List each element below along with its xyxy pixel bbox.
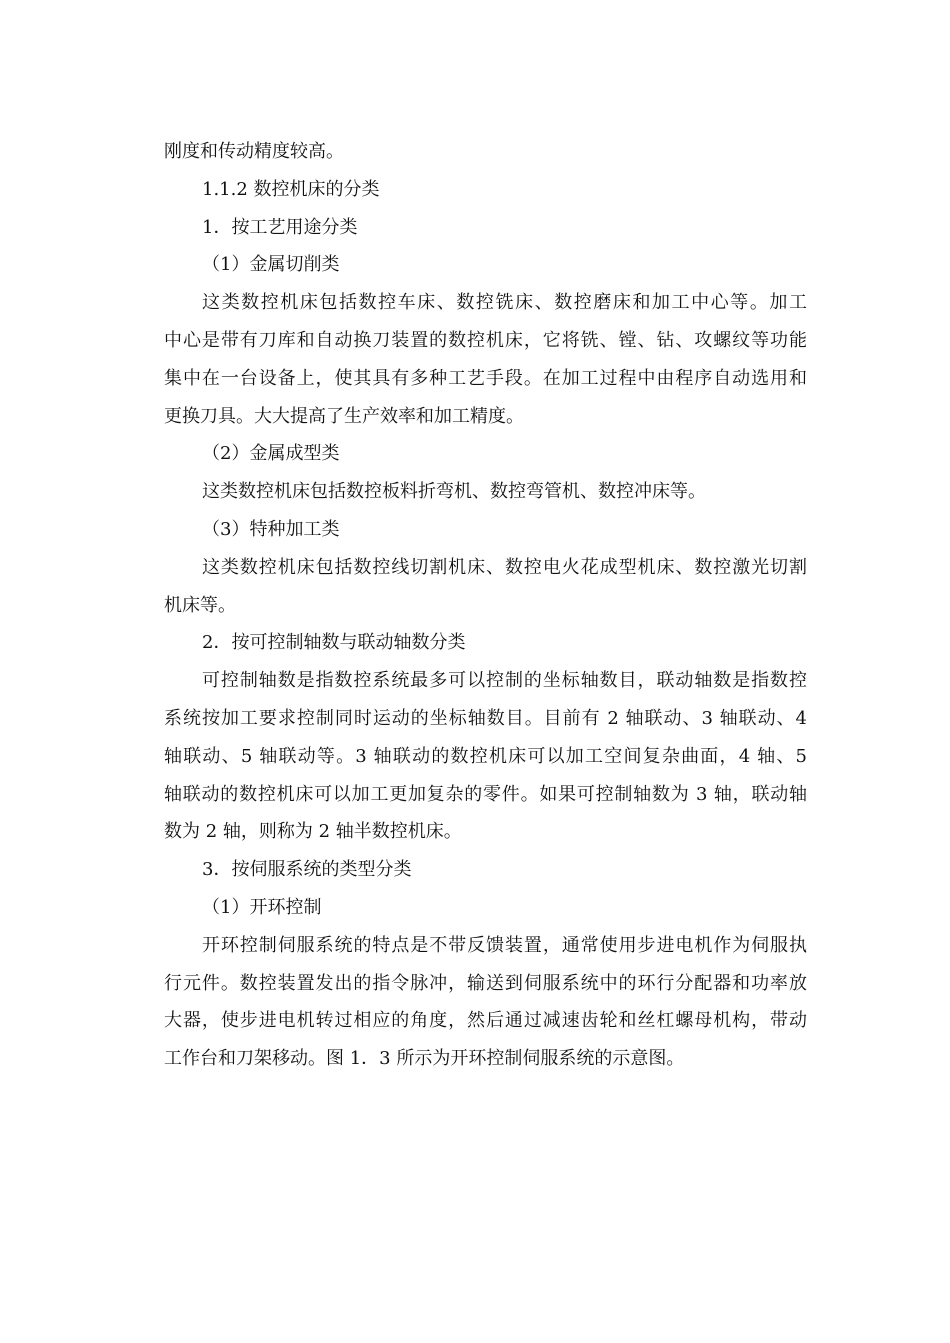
- paragraph-line: 这类数控机床包括数控线切割机床、数控电火花成型机床、数控激光切割: [202, 556, 807, 578]
- paragraph-line: 轴联动的数控机床可以加工更加复杂的零件。如果可控制轴数为 3 轴，联动轴: [164, 783, 807, 805]
- paragraph-line: 中心是带有刀库和自动换刀装置的数控机床，它将铣、镗、钻、攻螺纹等功能: [164, 329, 807, 351]
- paragraph-line: 行元件。数控装置发出的指令脉冲，输送到伺服系统中的环行分配器和功率放: [164, 972, 807, 994]
- subheading-metal-forming: （2）金属成型类: [202, 443, 340, 465]
- paragraph-line: 集中在一台设备上，使其具有多种工艺手段。在加工过程中由程序自动选用和: [164, 367, 807, 389]
- subheading-by-process-use: 1．按工艺用途分类: [202, 216, 358, 238]
- subheading-by-axes: 2．按可控制轴数与联动轴数分类: [202, 632, 466, 654]
- paragraph-line: 系统按加工要求控制同时运动的坐标轴数目。目前有 2 轴联动、3 轴联动、4: [164, 707, 807, 729]
- paragraph-line: 可控制轴数是指数控系统最多可以控制的坐标轴数目，联动轴数是指数控: [202, 670, 807, 692]
- subheading-metal-cutting: （1）金属切削类: [202, 254, 340, 276]
- subheading-open-loop-control: （1）开环控制: [202, 896, 322, 918]
- paragraph-line: 这类数控机床包括数控板料折弯机、数控弯管机、数控冲床等。: [202, 481, 706, 503]
- paragraph-line: 开环控制伺服系统的特点是不带反馈装置，通常使用步进电机作为伺服执: [202, 934, 807, 956]
- subheading-special-machining: （3）特种加工类: [202, 518, 340, 540]
- paragraph-line: 数为 2 轴，则称为 2 轴半数控机床。: [164, 821, 462, 843]
- paragraph-line: 这类数控机床包括数控车床、数控铣床、数控磨床和加工中心等。加工: [202, 292, 807, 314]
- paragraph-line: 大器，使步进电机转过相应的角度，然后通过减速齿轮和丝杠螺母机构，带动: [164, 1010, 807, 1032]
- paragraph-line: 工作台和刀架移动。图 1．3 所示为开环控制伺服系统的示意图。: [164, 1048, 685, 1070]
- paragraph-line: 更换刀具。大大提高了生产效率和加工精度。: [164, 405, 524, 427]
- paragraph-line: 轴联动、5 轴联动等。3 轴联动的数控机床可以加工空间复杂曲面，4 轴、5: [164, 745, 807, 767]
- paragraph-line: 机床等。: [164, 594, 236, 616]
- document-page: [164, 133, 807, 1078]
- subheading-by-servo-system: 3．按伺服系统的类型分类: [202, 859, 412, 881]
- paragraph-continuation: 刚度和传动精度较高。: [164, 141, 344, 162]
- section-heading-1-1-2: 1.1.2 数控机床的分类: [202, 178, 380, 200]
